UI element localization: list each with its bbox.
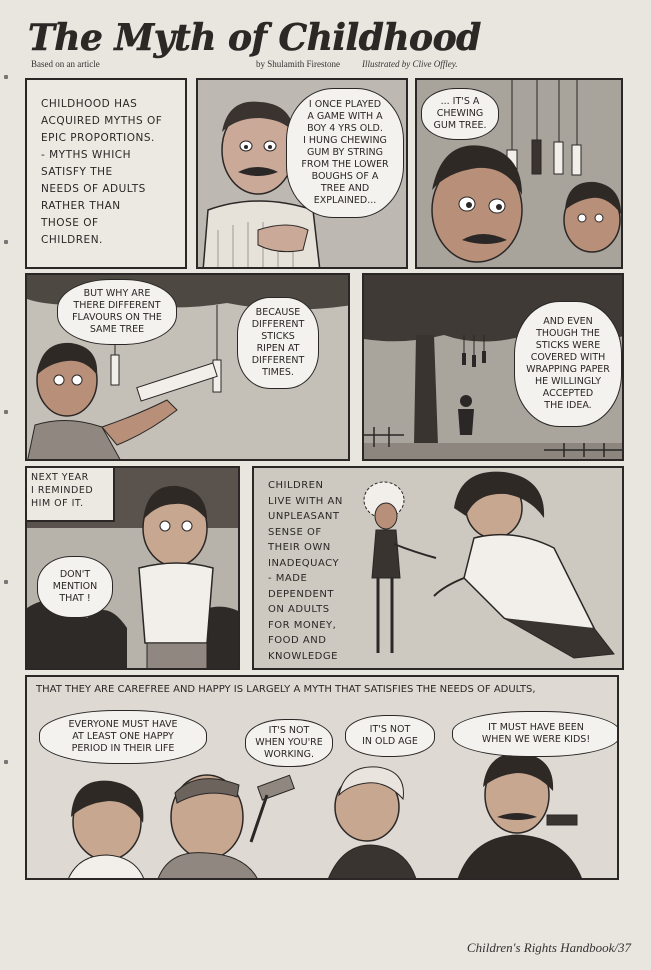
- margin-mark: [4, 580, 8, 584]
- speech-bubble: EVERYONE MUST HAVE AT LEAST ONE HAPPY PERIOD IN THEIR LIFE: [39, 710, 207, 764]
- panel-3: [415, 78, 623, 269]
- panel-8-caption: THAT THEY ARE CAREFREE AND HAPPY IS LARGELY A MYTH THAT SATISFIES THE NEEDS OF ADULTS,: [36, 684, 536, 695]
- panel-7: [252, 466, 624, 670]
- speech-bubble: DON'T MENTION THAT !: [37, 556, 113, 618]
- page-title: The Myth of Childhood: [28, 17, 481, 59]
- panel-2: [196, 78, 408, 269]
- speech-bubble: I ONCE PLAYED A GAME WITH A BOY 4 YRS OLD. I HUNG CHEWING GUM BY STRING FROM THE LOWER BOUGHS OF A TREE AND EXPLAINED...: [286, 88, 404, 218]
- margin-mark: [4, 240, 8, 244]
- four-adults-illustration: [27, 677, 619, 880]
- source-note: Based on an article: [31, 59, 100, 69]
- panel-6-caption: NEXT YEAR I REMINDED HIM OF IT.: [27, 468, 115, 522]
- panel-7-caption: CHILDREN LIVE WITH AN UNPLEASANT SENSE OF THEIR OWN INADEQUACY - MADE DEPENDENT ON ADULTS FOR MONEY, FOOD AND KNOWLEDGE: [268, 480, 343, 662]
- speech-bubble: BUT WHY ARE THERE DIFFERENT FLAVOURS ON THE SAME TREE: [57, 279, 177, 345]
- speech-bubble: ... IT'S A CHEWING GUM TREE.: [421, 88, 499, 140]
- author-byline: by Shulamith Firestone: [256, 59, 340, 69]
- speech-bubble: BECAUSE DIFFERENT STICKS RIPEN AT DIFFERENT TIMES.: [237, 297, 319, 389]
- panel-1: [25, 78, 187, 269]
- panel-6: [25, 466, 240, 670]
- speech-bubble: IT'S NOT WHEN YOU'RE WORKING.: [245, 719, 333, 767]
- panel-1-caption: CHILDHOOD HAS ACQUIRED MYTHS OF EPIC PROPORTIONS. - MYTHS WHICH SATISFY THE NEEDS OF ADULTS RATHER THAN THOSE OF CHILDREN.: [41, 98, 163, 246]
- margin-mark: [4, 410, 8, 414]
- margin-mark: [4, 75, 8, 79]
- margin-mark: [4, 760, 8, 764]
- speech-bubble: IT MUST HAVE BEEN WHEN WE WERE KIDS!: [452, 711, 619, 757]
- panel-4: [25, 273, 350, 461]
- panel-5: [362, 273, 624, 461]
- page-footer: Children's Rights Handbook/37: [466, 940, 631, 955]
- illustrator-credit: Illustrated by Clive Offley.: [362, 59, 458, 69]
- panel-8: [25, 675, 619, 880]
- speech-bubble: IT'S NOT IN OLD AGE: [345, 715, 435, 757]
- caption-bubble: AND EVEN THOUGH THE STICKS WERE COVERED WITH WRAPPING PAPER HE WILLINGLY ACCEPTED THE IDEA.: [514, 301, 622, 427]
